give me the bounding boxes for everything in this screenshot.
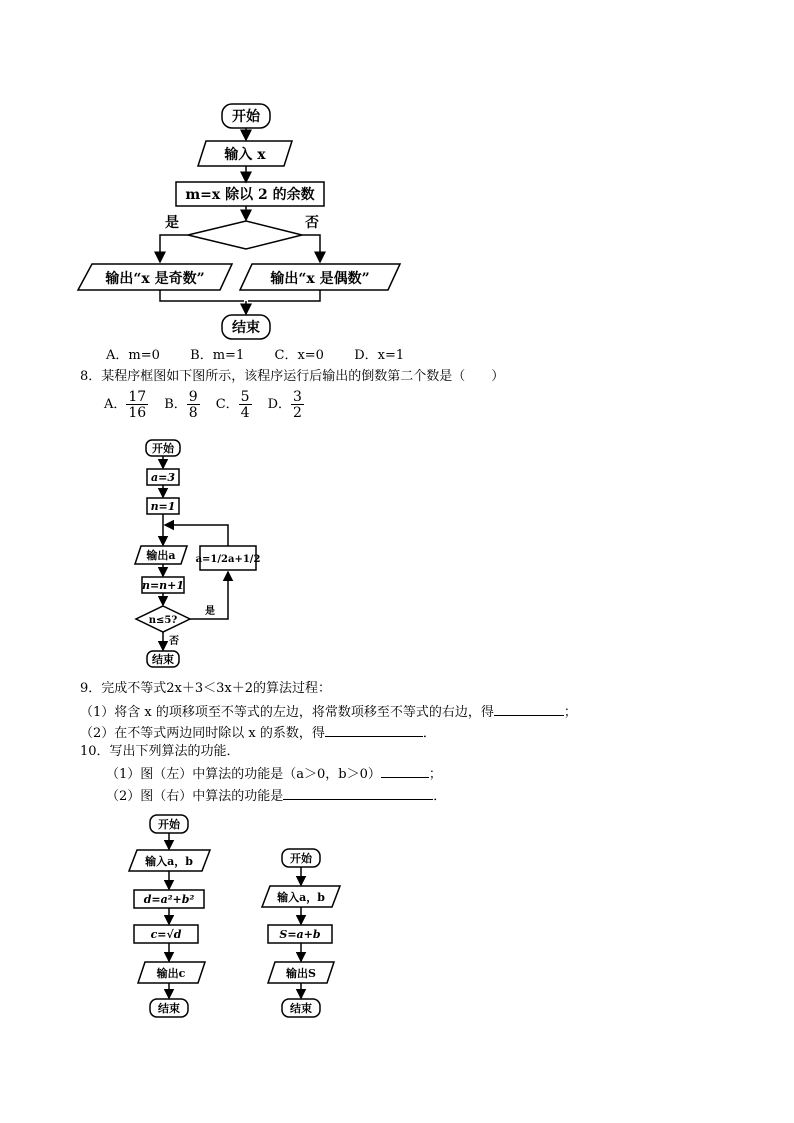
fc2-output-text: 输出a: [146, 549, 176, 562]
q9-line2: （2）在不等式两边同时除以 x 的系数，得 ．: [80, 726, 436, 741]
q7-option-d: D．x=1: [354, 348, 405, 363]
fc3-d-text: d=a²+b²: [143, 893, 195, 906]
q8-option-b-letter: B．: [164, 397, 187, 413]
q7-option-a: A．m=0: [106, 348, 160, 363]
fc1-end-text: 结束: [232, 320, 260, 336]
fc1-output-right-text: 输出“x 是偶数”: [270, 271, 370, 287]
fc4-output-text: 输出S: [286, 967, 316, 980]
q10-blank-2[interactable]: [283, 787, 433, 800]
fc1-decision-diamond: [188, 221, 302, 249]
q7-options: [106, 348, 404, 364]
q8-stem: 8．某程序框图如下图所示，该程序运行后输出的倒数第二个数是（ ）: [80, 369, 505, 384]
flowchart-pair: [0, 805, 400, 1030]
q8-option-b-fraction: $\frac{9}{8}$: [188, 389, 198, 421]
q8-option-a-letter: A．: [104, 397, 127, 413]
q8-option-d-letter: D．: [267, 397, 292, 413]
fc2-n-inc-text: n=n+1: [141, 579, 185, 592]
fc4-end-text: 结束: [290, 1002, 312, 1015]
q8-option-c-fraction: $\frac{5}{4}$: [240, 389, 250, 421]
fc2-start-text: 开始: [152, 442, 174, 455]
fc2-cond-text: n≤5?: [148, 615, 178, 626]
fc3-end-text: 结束: [158, 1002, 180, 1015]
fc2-end-text: 结束: [152, 653, 174, 666]
q9-line1: （1）将含 x 的项移项至不等式的左边，将常数项移至不等式的右边，得 ；: [80, 705, 577, 720]
fc4-input-text: 输入a，b: [277, 891, 325, 904]
flowchart-parity: [0, 0, 794, 360]
fc1-no-label: 否: [305, 215, 319, 231]
fc3-input-text: 输入a，b: [145, 855, 193, 868]
q10-stem: 10．写出下列算法的功能．: [80, 744, 240, 759]
q8-option-a-fraction: $\frac{17}{16}$: [128, 389, 147, 421]
q10-line1: （1）图（左）中算法的功能是（a＞0，b＞0） ；: [106, 767, 442, 782]
fc2-no-label: 否: [169, 636, 179, 647]
fc3-start-text: 开始: [158, 818, 180, 831]
fc1-process-text: m=x 除以 2 的余数: [185, 187, 315, 203]
q9-stem: 9．完成不等式2x＋3＜3x＋2的算法过程：: [80, 681, 332, 696]
fc2-yes-label: 是: [205, 606, 215, 617]
fc4-s-text: S=a+b: [279, 928, 321, 941]
q7-option-c: C．x=0: [274, 348, 324, 363]
fc4-start-text: 开始: [290, 852, 312, 865]
q8-options: [104, 390, 304, 420]
fc1-input-text: 输入 x: [224, 147, 266, 163]
fc2-update-text: a=1/2a+1/2: [195, 554, 261, 565]
q8-option-c-letter: C．: [215, 397, 239, 413]
flowchart-sequence: [0, 430, 320, 675]
fc1-yes-label: 是: [165, 215, 179, 231]
fc1-start-text: 开始: [232, 109, 260, 125]
fc1-output-left-text: 输出“x 是奇数”: [105, 271, 205, 287]
fc3-c-text: c=√d: [150, 928, 182, 941]
q9-blank-2[interactable]: [325, 724, 423, 737]
fc2-n-init-text: n=1: [150, 500, 176, 513]
q8-option-d-fraction: $\frac{3}{2}$: [293, 389, 302, 421]
q10-blank-1[interactable]: [381, 765, 429, 778]
q7-option-b: B．m=1: [190, 348, 245, 363]
q9-blank-1[interactable]: [494, 703, 564, 716]
fc3-output-text: 输出c: [156, 967, 186, 980]
q10-line2: （2）图（右）中算法的功能是 ．: [106, 789, 447, 804]
fc2-a-init-text: a=3: [151, 471, 175, 484]
